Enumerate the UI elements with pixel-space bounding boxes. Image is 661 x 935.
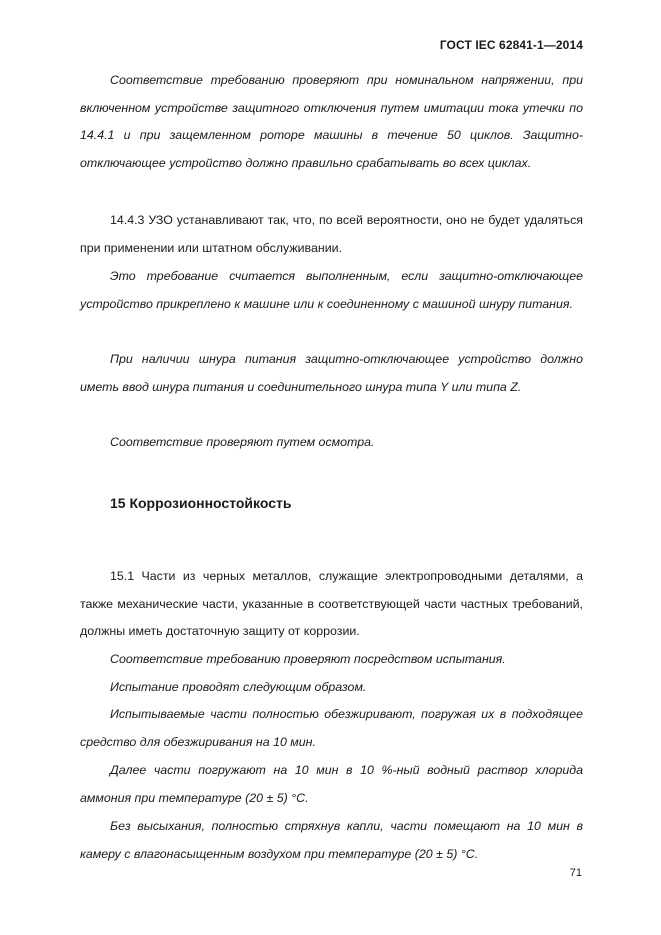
paragraph-15-1: 15.1 Части из черных металлов, служащие электропроводными деталями, а также механические части, указанные в соответствующей части частных требований, должны иметь достаточную защиту от коррозии. — [80, 569, 583, 639]
paragraph-test-compliance: Соответствие требованию проверяют посредством испытания. — [110, 652, 506, 666]
paragraph-requirement-met: Это требование считается выполненным, если защитно-отключающее устройство прикреплено к машине или к соединенному с машиной шнуру питания. — [80, 269, 583, 311]
paragraph-test-method: Испытание проводят следующим образом. — [110, 680, 367, 694]
paragraph-inspection: Соответствие проверяют путем осмотра. — [110, 435, 375, 449]
document-header: ГОСТ IEC 62841-1—2014 — [439, 38, 583, 52]
paragraph-ammonium-chloride: Далее части погружают на 10 мин в 10 %-ный водный раствор хлорида аммония при температуре (20 ± 5) °С. — [80, 763, 583, 805]
paragraph-cord-entry: При наличии шнура питания защитно-отключающее устройство должно иметь ввод шнура питания и соединительного шнура типа Y или типа Z. — [80, 352, 583, 394]
paragraph-humid-chamber: Без высыхания, полностью стряхнув капли, части помещают на 10 мин в камеру с влагонасыщенным воздухом при температуре (20 ± 5) °С. — [80, 819, 583, 861]
paragraph-compliance-check: Соответствие требованию проверяют при номинальном напряжении, при включенном устройстве защитного отключения путем имитации тока утечки по 14.4.1 и при защемленном роторе машины в течение 50 циклов. Защитно-отключающее устройство должно правильно срабатывать во всех циклах. — [80, 73, 583, 171]
page-number: 71 — [569, 867, 582, 879]
paragraph-degrease: Испытываемые части полностью обезжиривают, погружая их в подходящее средство для обезжиривания на 10 мин. — [80, 707, 583, 749]
paragraph-14-4-3: 14.4.3 УЗО устанавливают так, что, по всей вероятности, оно не будет удаляться при применении или штатном обслуживании. — [80, 213, 583, 255]
section-heading: 15 Коррозионностойкость — [110, 495, 292, 511]
